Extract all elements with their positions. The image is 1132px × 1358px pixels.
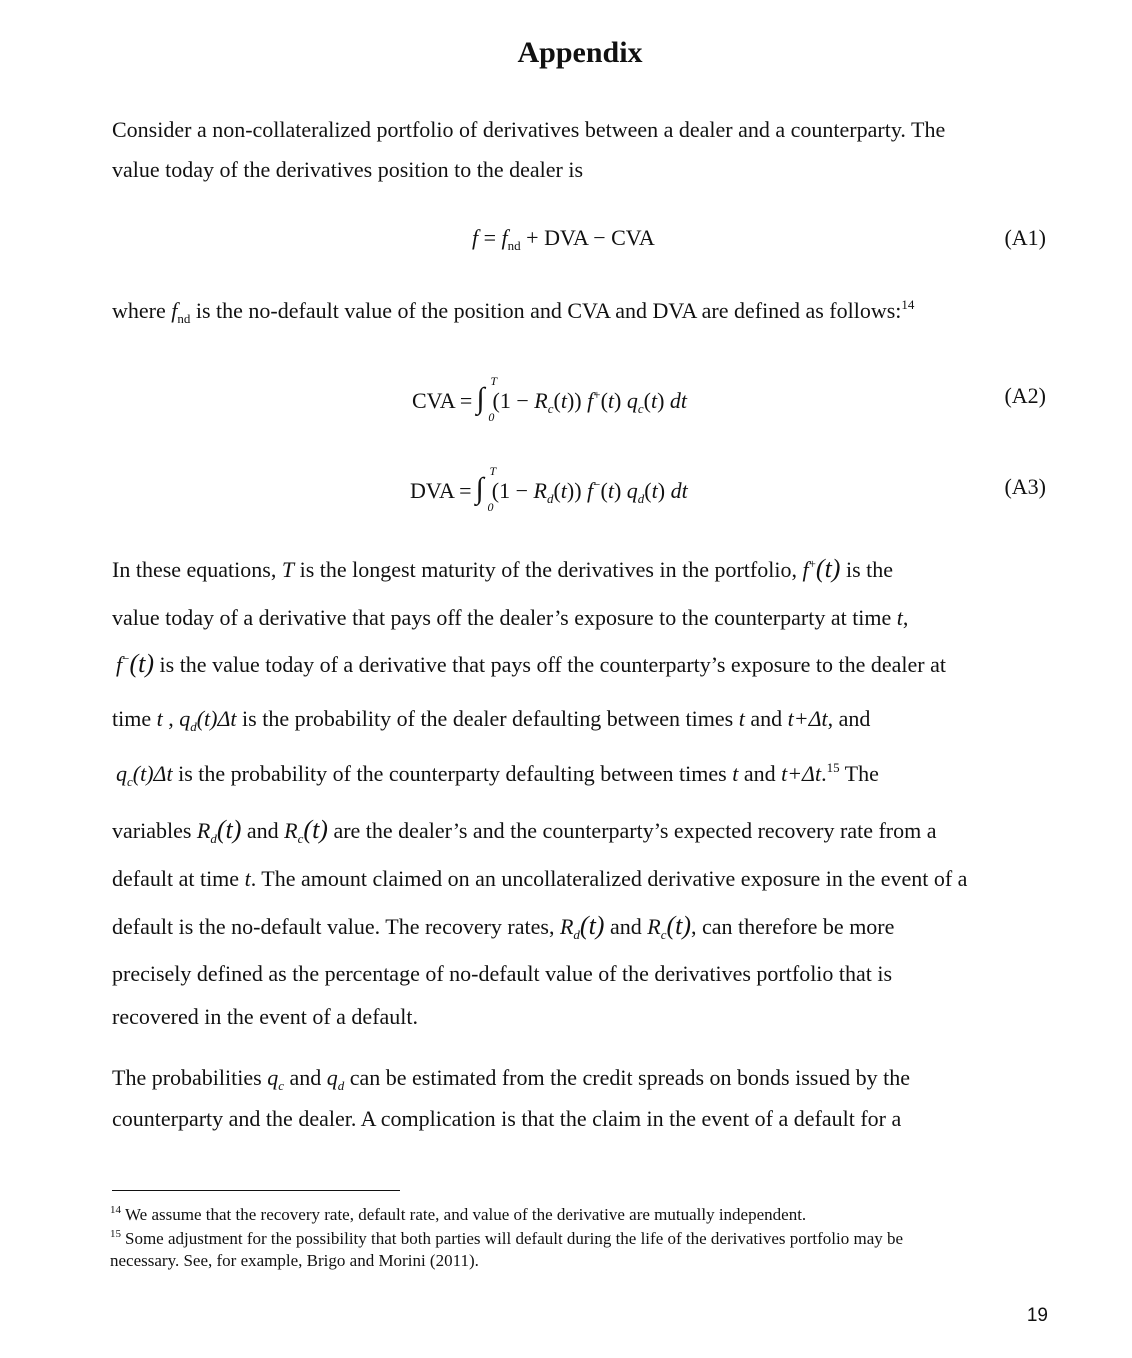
page-title: Appendix	[517, 36, 643, 69]
equation-a3: DVA = ∫ T 0 $(1 - R_d(t))$ f−(t) $q_d(t)$ dt	[410, 464, 688, 514]
integral-sign: ∫ T 0	[475, 464, 497, 514]
equation-a2-number: (A2)	[1004, 383, 1046, 408]
footnote-rule	[112, 1190, 400, 1191]
para2-line7: default at time t. The amount claimed on an uncollateralized derivative exposure in the event of a	[112, 866, 968, 891]
para3-line1: The probabilities $q_c$ and $q_d$ can be estimated from the credit spreads on bonds issued by the	[112, 1065, 910, 1093]
para2-line4: time t , $q_d(t)\Delta t$ is the probability of the dealer defaulting between times t and t+Δt, and	[112, 706, 871, 734]
para2-line1: In these equations, T is the longest maturity of the derivatives in the portfolio, f+(t) is the	[112, 554, 894, 583]
para3-line2: counterparty and the dealer. A complication is that the claim in the event of a default for a	[112, 1106, 902, 1131]
equation-a2: CVA = ∫ T 0 $(1 - R_c(t))$ f+(t) $q_c(t)$ dt	[412, 374, 688, 424]
para2-line5: $q_c(t)\Delta t$ is the probability of the counterparty defaulting between times t and t+Δt.$^{15}$ The	[116, 760, 879, 789]
footnote-ref-15: 15	[826, 760, 840, 775]
footnote-15-line2: necessary. See, for example, Brigo and Morini (2011).	[110, 1251, 479, 1270]
para2-line2: value today of a derivative that pays off the dealer’s exposure to the counterparty at time t,	[112, 605, 909, 630]
para2-line10: recovered in the event of a default.	[112, 1004, 419, 1029]
footnote-ref-14: 14	[901, 297, 915, 312]
footnote-14: $^{14}$ We assume that the recovery rate, default rate, and value of the derivative are mutually independent.	[110, 1204, 807, 1224]
para1-line2: value today of the derivatives position to the dealer is	[112, 157, 584, 182]
para2-line8: default is the no-default value. The recovery rates, $R_d(t)$ and $R_c(t)$, can therefore be more	[112, 911, 895, 942]
para2-line9: precisely defined as the percentage of no-default value of the derivatives portfolio that is	[112, 961, 893, 986]
footnote-15: $^{15}$ Some adjustment for the possibility that both parties will default during the life of the derivatives portfolio may be	[110, 1228, 904, 1248]
para2-line6: variables $R_d(t)$ and $R_c(t)$ are the dealer’s and the counterparty’s expected recovery rate from a	[112, 815, 937, 846]
equation-a1-number: (A1)	[1004, 225, 1046, 250]
integral-sign: ∫ T 0	[476, 374, 497, 424]
where-line: where $f_{nd}$ is the no-default value of the position and CVA and DVA are defined as follows:$^{14}$	[112, 297, 915, 326]
equation-a3-number: (A3)	[1004, 474, 1046, 499]
para2-line3: f−(t) is the value today of a derivative that pays off the counterparty’s exposure to the dealer at	[116, 649, 946, 678]
equation-a1: $f = f_{nd}$ + DVA − CVA	[472, 225, 655, 253]
para1-line1: Consider a non-collateralized portfolio of derivatives between a dealer and a counterparty. The	[112, 117, 946, 142]
page-number: 19	[1026, 1305, 1048, 1326]
